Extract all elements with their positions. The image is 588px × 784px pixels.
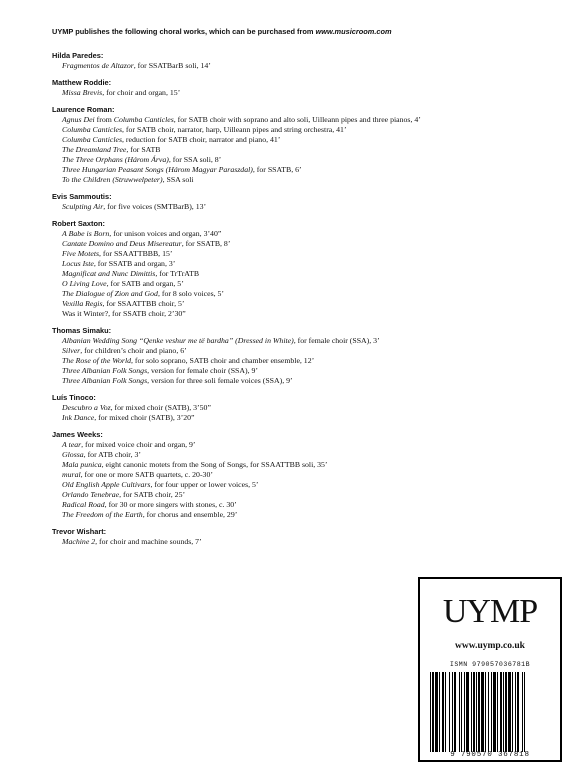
composer-list (52, 51, 452, 554)
work-item (52, 510, 452, 520)
work-title: Agnus Dei (62, 115, 95, 124)
barcode-bar (476, 672, 477, 752)
work-details: , for SATB (126, 145, 161, 154)
barcode-bar (500, 672, 502, 752)
barcode-bar (471, 672, 472, 752)
composer-name: Evis Sammoutis: (52, 192, 112, 201)
work-details: , for children’s choir and piano, 6’ (80, 346, 187, 355)
composer-entry (52, 219, 452, 319)
barcode-bar (464, 672, 465, 752)
work-item (52, 145, 452, 155)
barcode-bar (478, 672, 480, 752)
work-details: , for mixed choir (SATB), 3’20” (94, 413, 195, 422)
work-details: , for unison voices and organ, 3’40” (109, 229, 222, 238)
work-title: A tear (62, 440, 82, 449)
work-details: , for solo soprano, SATB choir and chamber ensemble, 12’ (131, 356, 315, 365)
work-details: , for 8 solo voices, 5’ (157, 289, 224, 298)
composer-name: Laurence Roman: (52, 105, 115, 114)
composer-name: James Weeks: (52, 430, 103, 439)
work-item (52, 500, 452, 510)
work-item (52, 202, 452, 212)
barcode (430, 672, 552, 752)
composer-entry (52, 51, 452, 71)
work-title: O Living Love (62, 279, 107, 288)
work-item (52, 229, 452, 239)
work-item (52, 279, 452, 289)
work-item (52, 249, 452, 259)
work-connector: from (94, 115, 114, 124)
work-details: , for five voices (SMTBarB), 13’ (103, 202, 207, 211)
work-item (52, 165, 452, 175)
barcode-bar (508, 672, 511, 752)
work-details: , version for three soli female voices (SSA), 9’ (147, 376, 293, 385)
barcode-bar (517, 672, 519, 752)
musicroom-link[interactable]: www.musicroom.com (315, 27, 392, 36)
barcode-bar (466, 672, 469, 752)
work-item (52, 239, 452, 249)
work-details: , for choir and organ, 15’ (102, 88, 181, 97)
work-details: , for one or more SATB quartets, c. 20-30’ (80, 470, 213, 479)
work-title: Three Albanian Folk Songs (62, 376, 148, 385)
work-item (52, 480, 452, 490)
work-title: Missa Brevis (62, 88, 103, 97)
work-details: , for ATB choir, 3’ (83, 450, 141, 459)
composer-name: Luís Tinoco: (52, 393, 96, 402)
work-details: , for chorus and ensemble, 29’ (142, 510, 238, 519)
work-title: Orlando Tenebrae (62, 490, 120, 499)
work-item (52, 289, 452, 299)
work-item (52, 537, 452, 547)
work-details: , for SSATB, 6’ (252, 165, 302, 174)
barcode-bar (497, 672, 498, 752)
barcode-bar (512, 672, 513, 752)
work-details: , for SATB choir, 25’ (119, 490, 186, 499)
work-details: Was it Winter?, for SSATB choir, 2’30” (62, 309, 186, 318)
work-details: , for SSA soli, 8’ (168, 155, 222, 164)
work-item (52, 366, 452, 376)
work-item (52, 440, 452, 450)
work-title: Cantate Domino and Deus Misereatur (62, 239, 182, 248)
work-item (52, 356, 452, 366)
barcode-bar (461, 672, 462, 752)
work-item (52, 403, 452, 413)
work-title: The Dialogue of Zion and God (62, 289, 158, 298)
work-item (52, 135, 452, 145)
barcode-bar (435, 672, 438, 752)
composer-entry (52, 78, 452, 98)
work-title: A Babe is Born (62, 229, 110, 238)
uymp-url[interactable]: www.uymp.co.uk (455, 641, 525, 651)
work-item (52, 376, 452, 386)
work-title: Ink Dance (62, 413, 95, 422)
work-item (52, 309, 452, 319)
barcode-bar (430, 672, 431, 752)
work-details: , for SSATB and organ, 3’ (93, 259, 176, 268)
work-details: , for four upper or lower voices, 5’ (150, 480, 259, 489)
barcode-bar (488, 672, 489, 752)
work-title: The Three Orphans (Három Árva) (62, 155, 169, 164)
work-item (52, 259, 452, 269)
work-title: Silver (62, 346, 81, 355)
work-details: , version for female choir (SSA), 9’ (147, 366, 258, 375)
work-item (52, 470, 452, 480)
composer-name: Matthew Roddie: (52, 78, 112, 87)
work-title: Three Hungarian Peasant Songs (Három Magyar Paraszdal) (62, 165, 253, 174)
work-title: Descubro a Voz (62, 403, 111, 412)
work-title: mural (62, 470, 81, 479)
work-details: , for choir and machine sounds, 7’ (95, 537, 202, 546)
work-item (52, 490, 452, 500)
work-item (52, 88, 452, 98)
work-title: To the Children (Struwwelpeter) (62, 175, 163, 184)
work-title: Locus Iste (62, 259, 94, 268)
work-item (52, 346, 452, 356)
work-details: , reduction for SATB choir, narrator and piano, 41’ (122, 135, 281, 144)
composer-entry (52, 430, 452, 520)
work-item (52, 460, 452, 470)
composer-entry (52, 527, 452, 547)
barcode-bar (491, 672, 492, 752)
work-title: Albanian Wedding Song “Qenke veshur me të bardha” (Dressed in White) (62, 336, 294, 345)
intro-text-body: UYMP publishes the following choral works, which can be purchased from (52, 27, 316, 36)
barcode-bar (442, 672, 444, 752)
barcode-bar (524, 672, 525, 752)
work-title-secondary: Columba Canticles (113, 115, 174, 124)
barcode-digits: 9 790570 367818 (450, 751, 530, 759)
work-item (52, 336, 452, 346)
work-details: , for TrTrATB (155, 269, 200, 278)
uymp-logo: UYMP (442, 593, 538, 630)
work-item (52, 175, 452, 185)
barcode-bar (452, 672, 453, 752)
barcode-bar (481, 672, 484, 752)
composer-name: Thomas Simaku: (52, 326, 112, 335)
ismn-number: ISMN 979057036781B (449, 661, 531, 668)
barcode-bar (439, 672, 440, 752)
composer-entry (52, 105, 452, 185)
work-title: The Freedom of the Earth (62, 510, 143, 519)
work-title: Three Albanian Folk Songs (62, 366, 148, 375)
work-item (52, 299, 452, 309)
work-title: Fragmentos de Altazor (62, 61, 134, 70)
work-details: , for SATB choir, narrator, harp, Uilleann pipes and string orchestra, 41’ (122, 125, 347, 134)
barcode-bar (449, 672, 450, 752)
work-title: Five Motets (62, 249, 100, 258)
work-title: Old English Apple Cultivars (62, 480, 151, 489)
barcode-bar (445, 672, 446, 752)
work-item (52, 155, 452, 165)
work-details: , eight canonic motets from the Song of Songs, for SSAATTBB soli, 35’ (101, 460, 328, 469)
work-title: Sculpting Air (62, 202, 104, 211)
work-details: , for SSAATTBB choir, 5’ (102, 299, 185, 308)
work-details: , for mixed voice choir and organ, 9’ (81, 440, 196, 449)
work-title: Machine 2 (62, 537, 96, 546)
composer-entry (52, 192, 452, 212)
composer-entry (52, 326, 452, 386)
work-title: Vexilla Regis (62, 299, 103, 308)
work-details: , for SSATB, 8’ (181, 239, 231, 248)
work-title: Columba Canticles (62, 125, 122, 134)
composer-entry (52, 393, 452, 423)
barcode-bar (515, 672, 516, 752)
work-title: Glossa (62, 450, 84, 459)
barcode-bar (493, 672, 496, 752)
barcode-bar (459, 672, 460, 752)
intro-text (52, 27, 392, 36)
work-title: The Dreamland Tree (62, 145, 127, 154)
work-details: , for 30 or more singers with stones, c. 30’ (104, 500, 237, 509)
work-item (52, 413, 452, 423)
work-item (52, 450, 452, 460)
work-title: Radical Road (62, 500, 105, 509)
barcode-bar (522, 672, 523, 752)
work-details: , for SSATBarB soli, 14’ (133, 61, 211, 70)
composer-name: Trevor Wishart: (52, 527, 107, 536)
barcode-bar (505, 672, 507, 752)
barcode-bar (473, 672, 475, 752)
work-details: , for SATB and organ, 5’ (106, 279, 184, 288)
work-title: Mala punica (62, 460, 102, 469)
work-title: Columba Canticles (62, 135, 122, 144)
barcode-bar (432, 672, 434, 752)
composer-name: Robert Saxton: (52, 219, 105, 228)
publisher-box (418, 577, 562, 762)
composer-name: Hilda Paredes: (52, 51, 104, 60)
work-title: Magnificat and Nunc Dimittis (62, 269, 156, 278)
work-details: , for SATB choir with soprano and alto soli, Uilleann pipes and three pianos, 4’ (173, 115, 421, 124)
work-details: , for female choir (SSA), 3’ (293, 336, 380, 345)
work-title: The Rose of the World (62, 356, 132, 365)
work-details: , for mixed choir (SATB), 3’50” (110, 403, 211, 412)
work-item (52, 115, 452, 125)
work-details: , for SSAATTBBB, 15’ (99, 249, 173, 258)
barcode-bar (485, 672, 486, 752)
work-item (52, 269, 452, 279)
work-item (52, 125, 452, 135)
barcode-bar (503, 672, 504, 752)
work-details: , SSA soli (162, 175, 194, 184)
work-item (52, 61, 452, 71)
barcode-bar (454, 672, 456, 752)
